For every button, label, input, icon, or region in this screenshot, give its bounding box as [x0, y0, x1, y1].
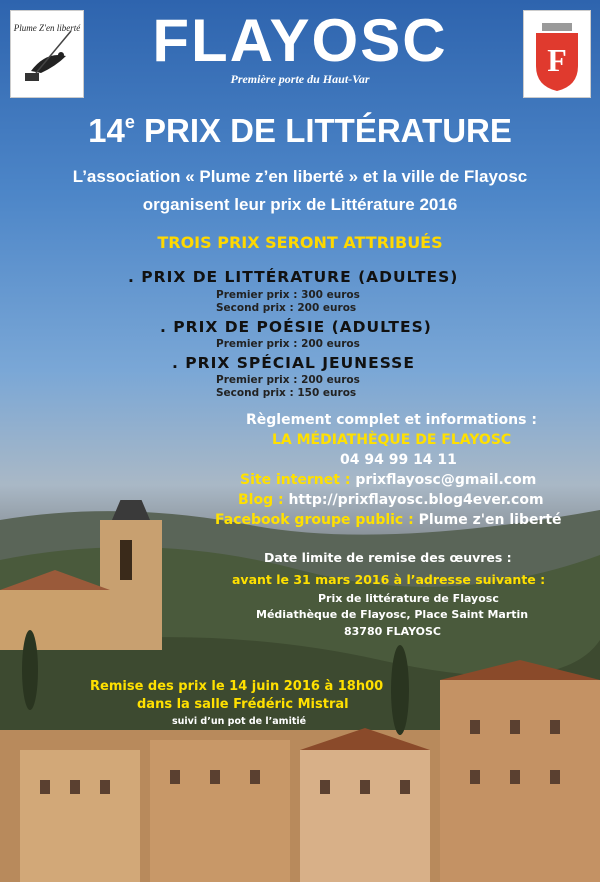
category-title: . PRIX SPÉCIAL JEUNESSE: [172, 354, 415, 372]
deadline-date: avant le 31 mars 2016 à l’adresse suivante :: [232, 572, 546, 587]
mediatheque-name: LA MÉDIATHÈQUE DE FLAYOSC: [272, 432, 512, 448]
blog-line: Blog : http://prixflayosc.blog4ever.com: [238, 492, 544, 508]
site-line: Site internet : prixflayosc@gmail.com: [240, 472, 537, 488]
blog-link[interactable]: http://prixflayosc.blog4ever.com: [288, 492, 544, 508]
ceremony-line-2: dans la salle Frédéric Mistral: [137, 697, 349, 712]
category-prize-line: Premier prix : 200 euros: [216, 338, 360, 350]
category-prize-line: Premier prix : 300 euros: [216, 289, 360, 301]
category-title: . PRIX DE POÉSIE (ADULTES): [160, 318, 432, 336]
intro-line-1: L’association « Plume z’en liberté » et la ville de Flayosc: [72, 167, 528, 186]
svg-text:Plume Z'en liberté: Plume Z'en liberté: [13, 23, 81, 33]
town-subtitle: Première porte du Haut-Var: [230, 72, 370, 86]
three-prizes-heading: TROIS PRIX SERONT ATTRIBUÉS: [157, 233, 443, 252]
category-prize-line: Premier prix : 200 euros: [216, 374, 360, 386]
facebook-line: Facebook groupe public : Plume z'en liberté: [215, 512, 562, 528]
address-line-1: Prix de littérature de Flayosc: [318, 592, 499, 605]
intro-line-2: organisent leur prix de Littérature 2016: [142, 195, 458, 214]
site-link[interactable]: prixflayosc@gmail.com: [355, 472, 537, 488]
reglement-label: Règlement complet et informations :: [246, 412, 537, 428]
category-prize-line: Second prix : 150 euros: [216, 387, 357, 399]
ceremony-line-1: Remise des prix le 14 juin 2016 à 18h00: [90, 679, 384, 694]
address-line-2: Médiathèque de Flayosc, Place Saint Martin: [256, 608, 529, 621]
category-title: . PRIX DE LITTÉRATURE (ADULTES): [128, 268, 459, 286]
ceremony-line-3: suivi d’un pot de l’amitié: [172, 716, 307, 727]
phone-number: 04 94 99 14 11: [340, 452, 457, 468]
category-prize-line: Second prix : 200 euros: [216, 302, 357, 314]
facebook-link[interactable]: Plume z'en liberté: [418, 512, 562, 528]
prize-heading: 14e PRIX DE LITTÉRATURE: [88, 112, 512, 149]
svg-text:F: F: [547, 42, 567, 78]
address-line-3: 83780 FLAYOSC: [344, 625, 442, 638]
town-title: FLAYOSC: [152, 7, 448, 74]
deadline-label: Date limite de remise des œuvres :: [264, 550, 512, 565]
